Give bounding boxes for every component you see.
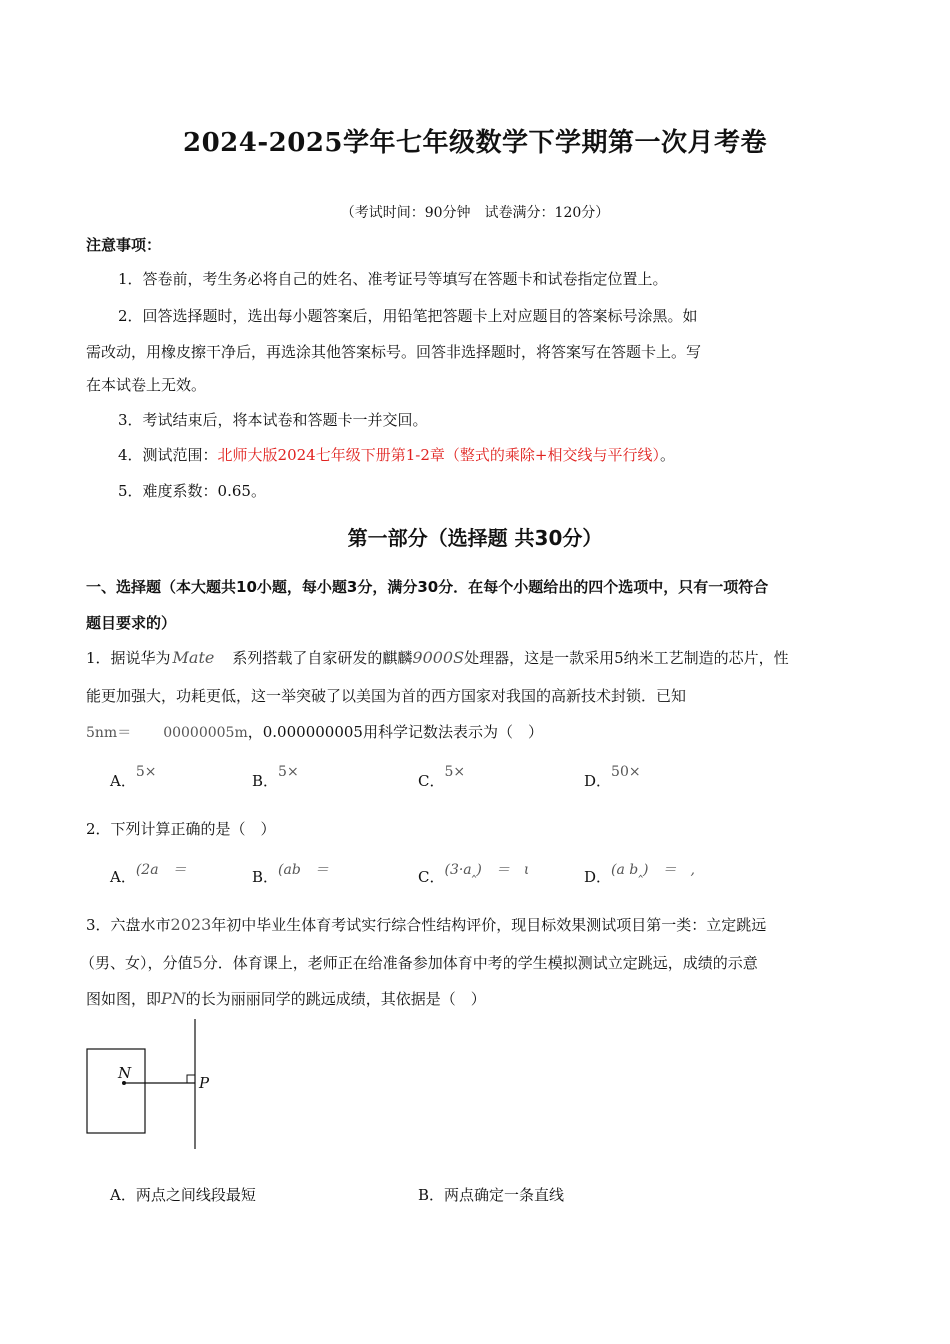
q1-line-2: 能更加强大，功耗更低，这一举突破了以美国为首的西方国家对我国的高新技术封锁．已知 [86,687,687,705]
q2-stem: 2．下列计算正确的是（ ） [86,820,276,838]
q3-math-pn: PN [161,989,186,1008]
option-expression: 5× [444,764,466,780]
option-label: C． [418,772,445,790]
notice-item-2-line-2: 需改动，用橡皮擦干净后，再选涂其他答案标号。回答非选择题时，将答案写在答题卡上。写 [86,343,702,361]
option-label: D． [584,868,612,886]
option-expression: (3·a‸) ＝ ι [444,862,530,878]
sand-pit [87,1049,145,1133]
notice-item-4 [118,444,675,465]
notice-item-3: 3．考试结束后，将本试卷和答题卡一并交回。 [118,411,428,429]
label-n: N [118,1064,132,1082]
q2-option-b[interactable] [252,858,329,886]
option-label: C． [418,868,445,886]
q3-option-a[interactable] [110,1184,256,1205]
notice-item-1: 1．答卷前，考生务必将自己的姓名、准考证号等填写在答题卡和试卷指定位置上。 [118,270,668,288]
q1-math-5nm: 5nm＝ [86,725,132,741]
q3-math-score: 5 [192,953,203,972]
q2-option-a[interactable] [110,858,187,886]
label-p: P [199,1074,210,1092]
q3-text-f: 的长为丽丽同学的跳远成绩，其依据是（ ） [185,990,486,1008]
option-expression: 5× [278,764,299,780]
section-title: 第一部分（选择题 共30分） [347,526,603,550]
exam-info: （考试时间：90分钟 试卷满分：120分） [340,205,610,221]
option-text: 两点之间线段最短 [135,1186,256,1204]
q3-option-b[interactable] [418,1184,564,1205]
q2-option-c[interactable] [418,858,530,886]
option-expression: (ab ＝ [278,862,329,878]
q1-text-a: 1．据说华为 [86,649,171,667]
q3-line-2 [80,952,758,973]
notice-item-5: 5．难度系数：0.65。 [118,482,266,500]
option-label: A． [110,868,136,886]
q3-text-d: 分．体育课上，老师正在给准备参加体育中考的学生模拟测试立定跳远，成绩的示意 [202,954,758,972]
q1-math-value: 00000005m [163,725,248,741]
option-label: B． [252,868,279,886]
option-text: 两点确定一条直线 [444,1186,565,1204]
q1-text-c: 处理器，这是一款采用5纳米工艺制造的芯片，性 [464,649,789,667]
q3-math-year: 2023 [170,915,212,934]
q1-option-c[interactable] [418,760,466,790]
option-label: B． [418,1186,445,1204]
long-jump-figure [80,1015,240,1155]
section-instruction-line-2: 题目要求的） [86,614,177,632]
option-label: A． [110,1186,136,1204]
q1-option-d[interactable] [584,760,641,790]
option-expression: 5× [135,764,157,780]
notice-item-2-line-3: 在本试卷上无效。 [86,376,207,394]
test-range: 北师大版2024七年级下册第1-2章（整式的乘除+相交线与平行线） [217,446,660,464]
right-angle-mark [187,1075,195,1083]
notice-item-4-suffix: 。 [659,446,675,464]
notice-heading: 注意事项： [86,236,162,254]
q1-option-b[interactable] [252,760,299,790]
section-instruction-line-1: 一、选择题（本大题共10小题，每小题3分，满分30分．在每个小题给出的四个选项中，只有一项符合 [86,578,769,596]
q1-math-mate: Mate [172,648,215,667]
option-expression: 50× [611,764,641,780]
notice-item-2-line-1: 2．回答选择题时，选出每小题答案后，用铅笔把答题卡上对应题目的答案标号涂黑。如 [118,307,698,325]
q1-text-b: 系列搭载了自家研发的麒麟 [232,649,413,667]
page-title: 2024-2025学年七年级数学下学期第一次月考卷 [182,128,768,158]
option-expression: (a b‸) ＝ , [611,862,695,878]
q1-line-1 [86,647,789,668]
q3-line-1 [86,914,766,935]
notice-item-4-prefix: 4．测试范围： [118,446,218,464]
q3-text-e: 图如图，即 [86,990,162,1008]
option-label: B． [252,772,279,790]
q3-text-b: 年初中毕业生体育考试实行综合性结构评价，现目标效果测试项目第一类：立定跳远 [211,916,767,934]
q3-text-a: 3．六盘水市 [86,916,171,934]
q1-option-a[interactable] [110,760,157,790]
option-label: D． [584,772,612,790]
option-label: A． [110,772,136,790]
q1-question: ，0.000000005用科学记数法表示为（ ） [247,723,543,741]
q3-line-3 [86,988,486,1009]
q2-option-d[interactable] [584,858,695,886]
q3-text-c: （男、女），分值 [80,954,193,972]
q1-math-9000s: 9000S [412,648,465,667]
option-expression: (2a ＝ [135,862,187,878]
q1-line-3 [86,721,543,742]
